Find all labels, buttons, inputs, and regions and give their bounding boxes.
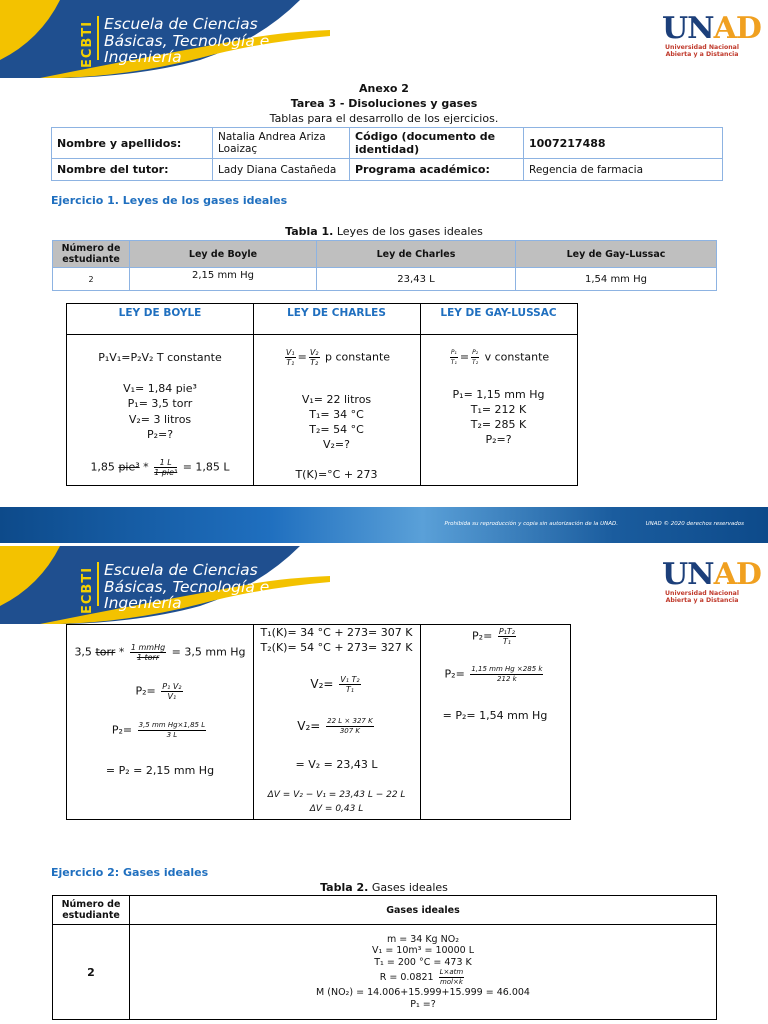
boyle-p2-substitution: P₂= $\frac{\text{3,5 mm Hg×1,85 L}}{3 L}$: [111, 721, 206, 739]
t1-boyle: 2,15 mm Hg: [130, 268, 317, 291]
charles-result: = V₂ = 23,43 L: [295, 758, 378, 771]
t1-student: 2: [53, 268, 130, 291]
t1-header-gay: Ley de Gay-Lussac: [516, 241, 717, 268]
task-title: Tarea 3 - Disoluciones y gases: [290, 97, 478, 110]
t1-header-student: Número de estudiante: [53, 241, 130, 268]
ecbti-bar: [97, 16, 99, 60]
boyle-column: [67, 304, 254, 485]
unad-logo: UNAD Universidad Nacional Abierta y a Distancia: [662, 11, 761, 58]
boyle-v2: V₂= 3 litros: [128, 413, 192, 426]
charles-calc-column: [253, 625, 421, 819]
code-value: 1007217488: [524, 128, 723, 159]
laws-box: [66, 303, 578, 486]
gay-p2-formula: P₂= $\frac{\text{P₁T₂}}{\text{T₁}}$: [472, 627, 515, 646]
table1: [52, 240, 717, 291]
charles-v2-formula: V₂= $\frac{\text{V₁ T₂}}{\text{T₁}}$: [310, 675, 360, 694]
charles-t2: T₂= 54 °C: [309, 423, 364, 436]
name-label: Nombre y apellidos:: [52, 128, 213, 159]
code-label: Código (documento de identidad): [350, 128, 524, 159]
boyle-conversion: 1,85 pie³ * $\frac{1 L}{\text{1 pie³}}$ = 1,85 L: [90, 458, 230, 477]
school-name: Escuela de Ciencias Básicas, Tecnología e Ingeniería: [104, 561, 270, 612]
table2-title: Tabla 2. Gases ideales: [320, 881, 448, 894]
t2-temperature: T₁ = 200 °C = 473 K: [374, 956, 472, 968]
page2-header: [0, 546, 768, 624]
boyle-result: = P₂ = 2,15 mm Hg: [105, 764, 215, 777]
gay-formula: $\frac{\text{P₁}}{\text{T₁}}$ = $\frac{\text{P₂}}{\text{T₂}}$ v constante: [450, 349, 550, 366]
annex-title: Anexo 2: [359, 82, 409, 95]
t2-molar-mass: M (NO₂) = 14.006+15.999+15.999 = 46.004: [316, 987, 530, 999]
gay-t1: T₁= 212 K: [470, 403, 527, 416]
charles-t1-kelvin: T₁(K)= 34 °C + 273= 307 K: [260, 626, 413, 639]
school-name: Escuela de Ciencias Básicas, Tecnología e Ingeniería: [104, 15, 270, 66]
boyle-p2: P₂=?: [146, 428, 174, 441]
page-footer-band: [0, 507, 768, 543]
student-info-table: [51, 127, 723, 181]
t1-header-charles: Ley de Charles: [317, 241, 516, 268]
exercise2-heading: Ejercicio 2: Gases ideales: [51, 866, 209, 879]
t2-volume: V₁ = 10m³ = 10000 L: [372, 945, 474, 957]
doc-subtitle: Tablas para el desarrollo de los ejercicios.: [269, 112, 499, 125]
boyle-formula: P₁V₁=P₂V₂ T constante: [98, 351, 222, 364]
gay-result: = P₂= 1,54 mm Hg: [442, 709, 548, 722]
charles-delta-v: ΔV = V₂ − V₁ = 23,43 L − 22 L: [267, 790, 406, 800]
charles-kelvin: T(K)=°C + 273: [295, 468, 378, 481]
t2-header-gases: Gases ideales: [130, 896, 717, 925]
t2-p1: P₁ =?: [410, 998, 436, 1010]
gay-p2: P₂=?: [485, 433, 512, 446]
gay-title: LEY DE GAY-LUSSAC: [440, 307, 557, 319]
charles-title: LEY DE CHARLES: [287, 307, 386, 319]
t1-charles: 23,43 L: [317, 268, 516, 291]
t2-header-student: Número de estudiante: [53, 896, 130, 925]
charles-t2-kelvin: T₂(K)= 54 °C + 273= 327 K: [260, 641, 413, 654]
table1-title: Tabla 1. Leyes de los gases ideales: [285, 225, 483, 238]
gay-p1: P₁= 1,15 mm Hg: [452, 388, 545, 401]
ecbti-label: ECBTI: [80, 20, 95, 68]
charles-delta-result: ΔV = 0,43 L: [309, 804, 364, 814]
t2-student: 2: [53, 925, 130, 1020]
tutor-label: Nombre del tutor:: [52, 159, 213, 181]
boyle-p1: P₁= 3,5 torr: [127, 397, 193, 410]
boyle-v1: V₁= 1,84 pie³: [123, 382, 197, 395]
name-value: Natalia Andrea Ariza Loaizaç: [213, 128, 350, 159]
charles-v2-substitution: V₂= $\frac{22 L \times 327 K}{307 K}$: [297, 717, 373, 735]
t2-data: [130, 925, 717, 1020]
charles-v2: V₂=?: [323, 438, 350, 451]
tutor-value: Lady Diana Castañeda: [213, 159, 350, 181]
boyle-p2-formula: P₂= $\frac{\text{P₁ V₂}}{\text{V₁}}$: [135, 682, 182, 701]
t2-gas-constant: R = 0.0821 $\frac{\text{L×atm}}{\text{mol×k}}$: [379, 968, 464, 987]
charles-v1: V₁= 22 litros: [301, 393, 372, 406]
gay-calc-column: [420, 625, 570, 819]
ecbti-bar: [97, 562, 99, 606]
charles-column: [253, 304, 421, 485]
program-value: Regencia de farmacia: [524, 159, 723, 181]
page-header: [0, 0, 768, 78]
t2-mass: m = 34 Kg NO₂: [386, 933, 460, 945]
program-label: Programa académico:: [350, 159, 524, 181]
table2: [52, 895, 717, 1020]
exercise1-heading: Ejercicio 1. Leyes de los gases ideales: [51, 194, 288, 207]
t1-gay: 1,54 mm Hg: [516, 268, 717, 291]
calc-box: [66, 624, 571, 820]
charles-formula: $\frac{\text{V₁}}{\text{T₁}}$ = $\frac{\text{V₂}}{\text{T₂}}$ p constante: [285, 348, 391, 367]
gay-t2: T₂= 285 K: [470, 418, 527, 431]
footer-copyright: UNAD © 2020 derechos reservados: [645, 521, 744, 527]
footer-notice: Prohibida su reproducción y copia sin autorización de la UNAD.: [444, 521, 618, 527]
boyle-calc-column: [67, 625, 254, 819]
unad-logo: UNAD Universidad Nacional Abierta y a Distancia: [662, 557, 761, 604]
gay-column: [420, 304, 577, 485]
charles-t1: T₁= 34 °C: [309, 408, 364, 421]
t1-header-boyle: Ley de Boyle: [130, 241, 317, 268]
ecbti-label: ECBTI: [80, 566, 95, 614]
boyle-title: LEY DE BOYLE: [118, 307, 202, 319]
gay-p2-substitution: P₂= $\frac{\text{1,15 mm Hg ×285 k}}{212 k}$: [444, 665, 543, 683]
boyle-torr-conversion: 3,5 torr * $\frac{\text{1 mmHg}}{\text{1 torr}}$ = 3,5 mm Hg: [74, 643, 246, 662]
